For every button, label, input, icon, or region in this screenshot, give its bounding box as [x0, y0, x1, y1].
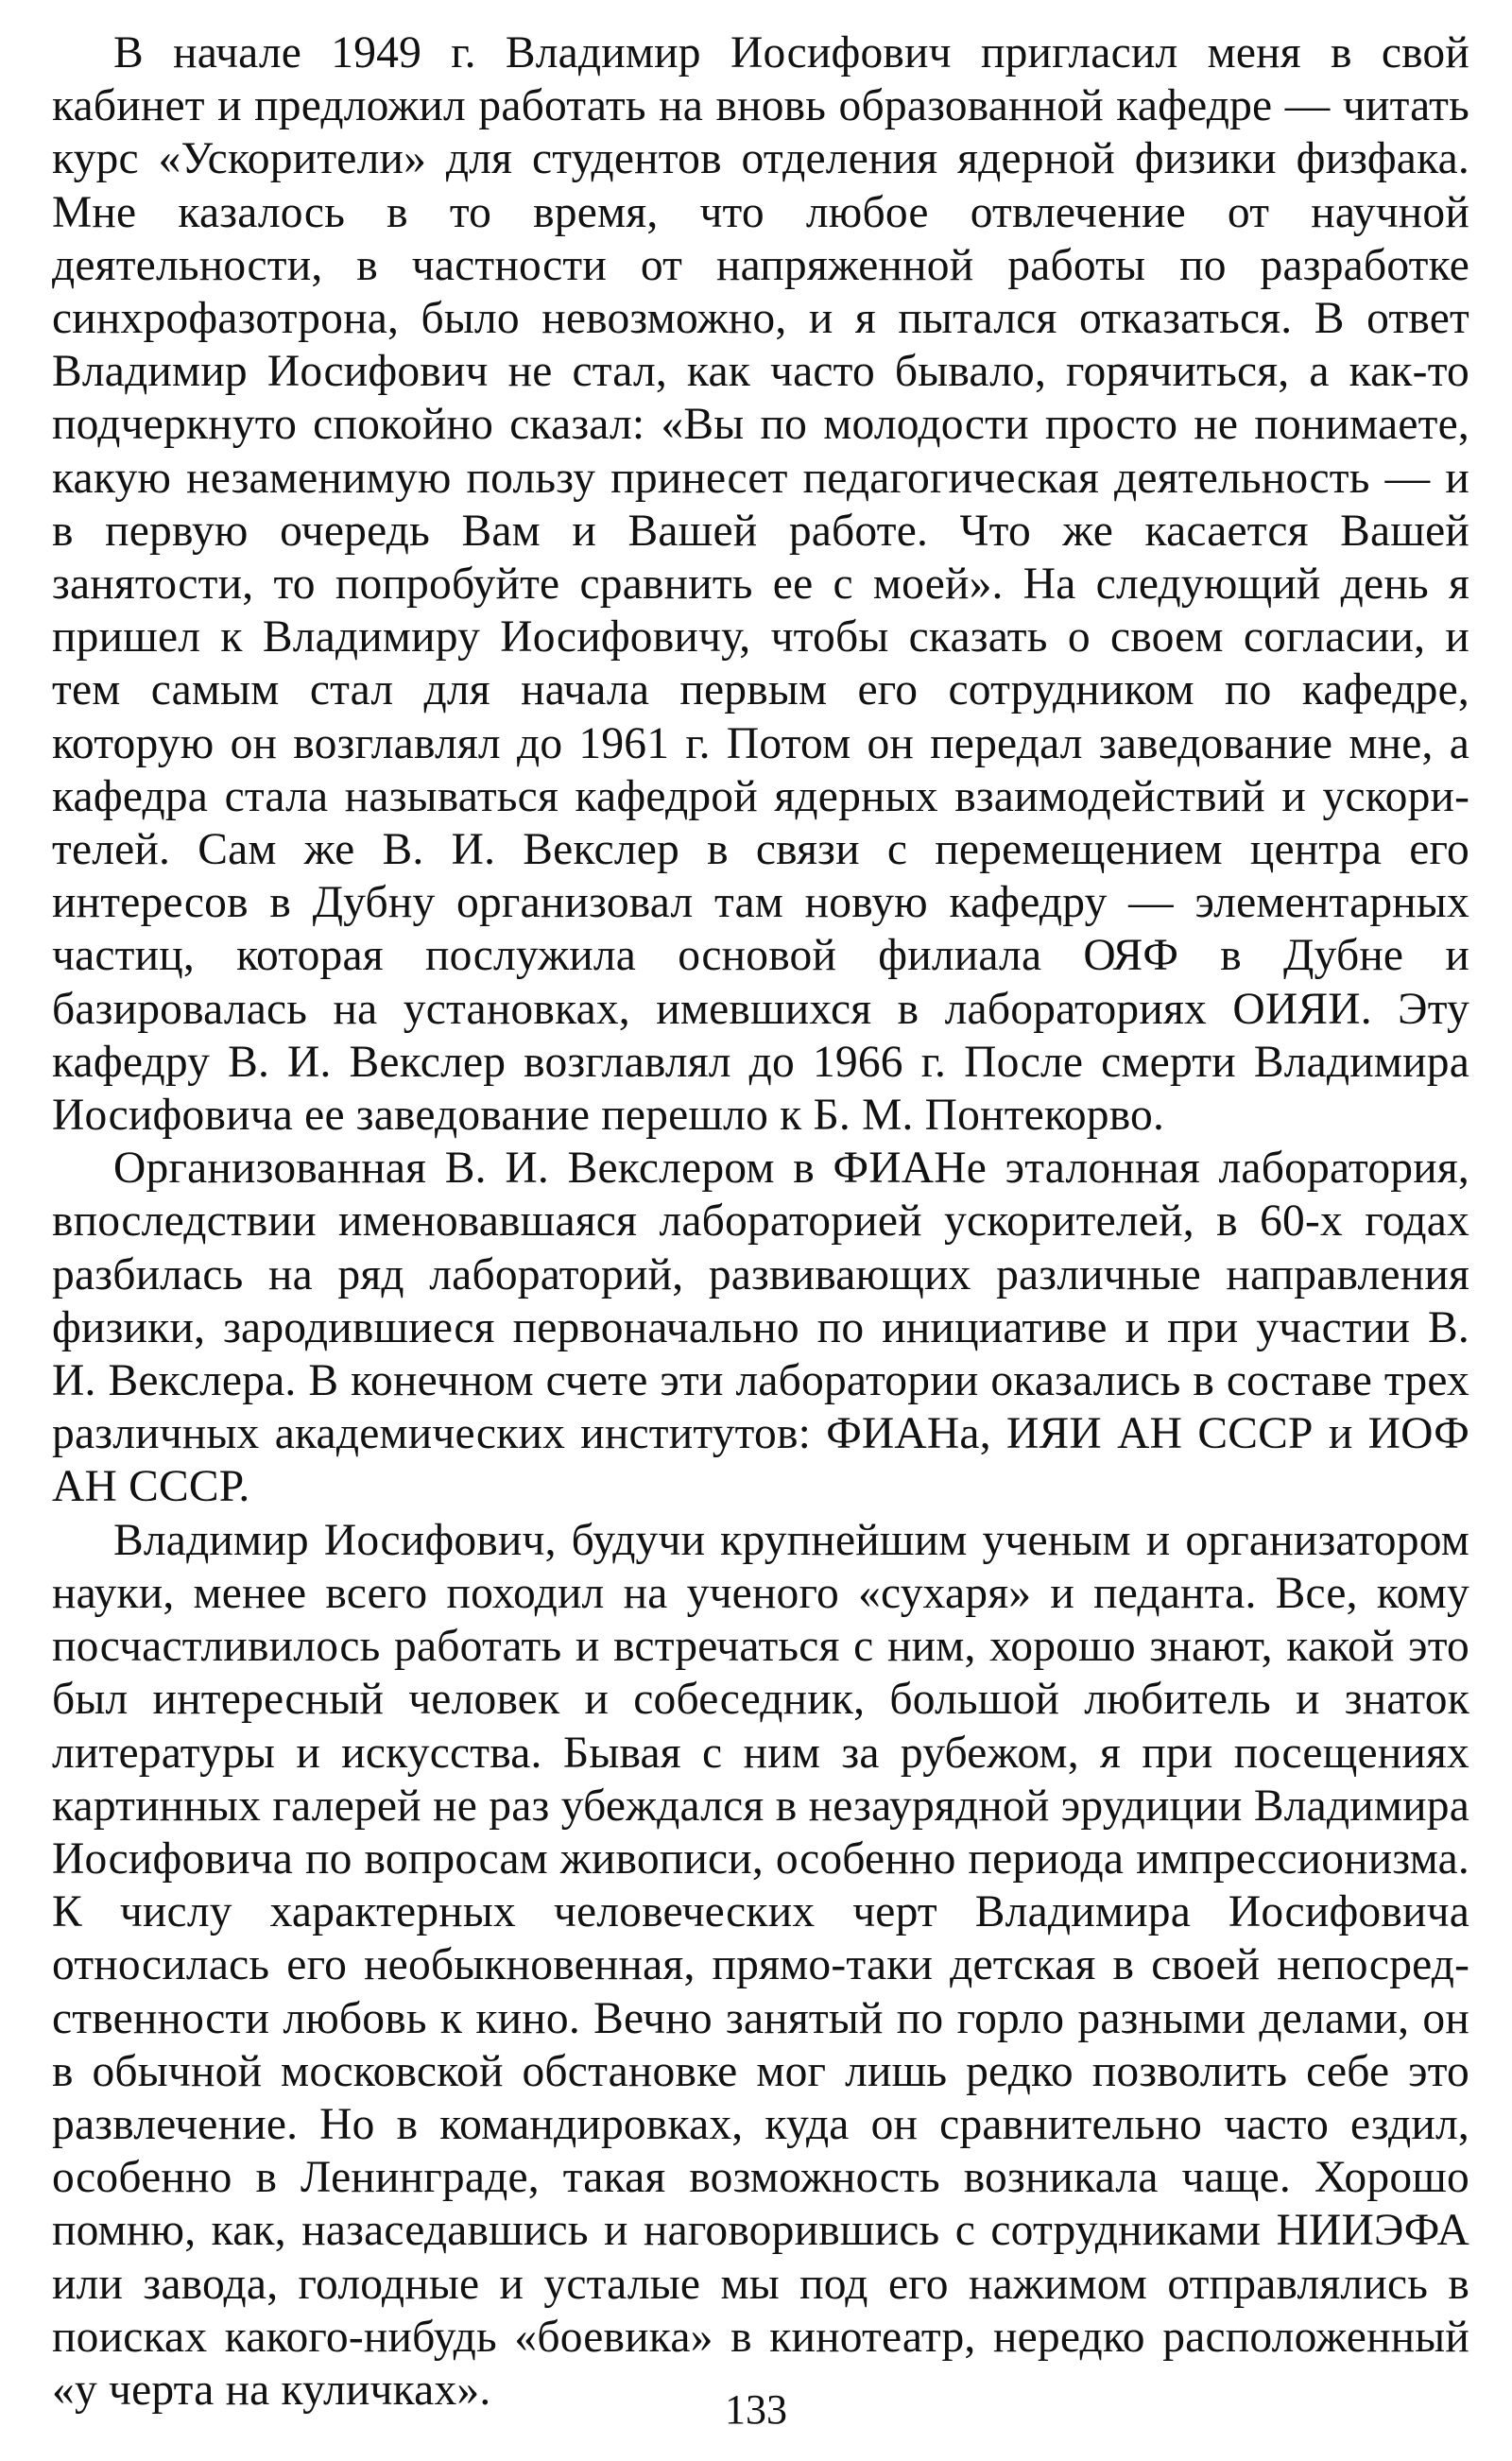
page-number: 133: [725, 2386, 787, 2433]
page-body: [52, 26, 1469, 2417]
paragraph-2: Организованная В. И. Векслером в ФИАНе эталонная лаборатория, впоследствии именовавшаяся лабораторией ускорителей, в 60-х годах разбилась на ряд лабораторий, развивающих различные направления физики, зародившиеся первоначально по инициативе и при участии В. И. Векслера. В конечном счете эти лаборатории оказались в составе трех различных академических институтов: ФИАНа, ИЯИ АН СССР и ИОФ АН СССР.: [52, 1144, 1469, 1512]
paragraph-3: Владимир Иосифович, будучи крупнейшим ученым и организатором науки, менее всего походил на ученого «сухаря» и педанта. Все, кому посчастливилось работать и встречаться с ним, хорошо знают, какой это был интересный человек и собеседник, большой любитель и знаток литературы и искусства. Бывая с ним за рубежом, я при посещениях картинных галерей не раз убеждался в незаурядной эрудиции Владимира Иосифовича по вопросам живописи, особенно периода импрессионизма. К числу характерных человеческих черт Владимира Иосифовича относилась его необыкновенная, прямо-таки детская в своей непосредственности любовь к кино. Вечно занятый по горло разными делами, он в обычной московской обстановке мог лишь редко позволить себе это развлечение. Но в командировках, куда он сравнительно часто ездил, особенно в Ленинграде, такая возможность возникала чаще. Хорошо помню, как, назаседавшись и наговорившись с сотрудниками НИИЭФА или завода, голодные и усталые мы под его нажимом отправлялись в поисках какого-нибудь «боевика» в кинотеатр, нередко расположенный «у черта на куличках».: [52, 1515, 1469, 2415]
paragraph-1: В начале 1949 г. Владимир Иосифович пригласил меня в свой кабинет и предложил работать на вновь образованной кафедре — читать курс «Ускорители» для студентов отделения ядерной физики физфака. Мне казалось в то время, что любое отвлечение от научной деятельности, в частности от напряженной работы по разработке синхрофазотрона, было невозможно, и я пытался отказаться. В ответ Владимир Иосифович не стал, как часто бывало, горячиться, а как-то подчеркнуто спокойно сказал: «Вы по молодости просто не понимаете, какую незаменимую пользу принесет педагогическая деятельность — и в первую очередь Вам и Вашей работе. Что же касается Вашей занятости, то попробуйте сравнить ее с моей». На следующий день я пришел к Владимиру Иосифовичу, чтобы сказать о своем согласии, и тем самым стал для начала первым его сотрудником по кафедре, которую он возглавлял до 1961 г. Потом он передал заведование мне, а кафедра стала называться кафедрой ядерных взаимодействий и ускорителей. Сам же В. И. Векслер в связи с перемещением центра его интересов в Дубну организовал там новую кафедру — элементарных частиц, которая послужила основой филиала ОЯФ в Дубне и базировалась на установках, имевшихся в лабораториях ОИЯИ. Эту кафедру В. И. Векслер возглавлял до 1966 г. После смерти Владимира Иосифовича ее заведование перешло к Б. М. Понтекорво.: [52, 28, 1469, 1141]
